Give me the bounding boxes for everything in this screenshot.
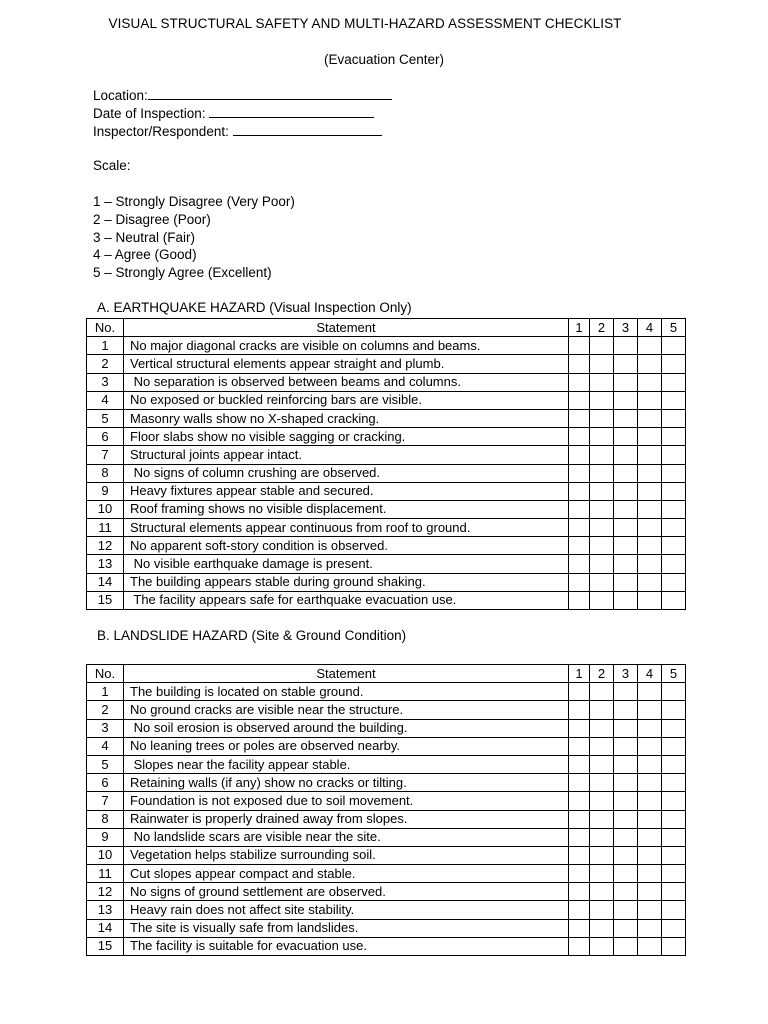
rating-cell-4[interactable] (638, 792, 662, 810)
location-label: Location: (93, 88, 148, 103)
row-statement: No ground cracks are visible near the structure. (124, 701, 569, 719)
rating-cell-2[interactable] (590, 865, 614, 883)
rating-cell-1[interactable] (569, 537, 590, 555)
rating-cell-2[interactable] (590, 591, 614, 609)
table-row (87, 719, 686, 737)
date-blank[interactable] (209, 105, 374, 118)
row-statement: No apparent soft-story condition is observed. (124, 537, 569, 555)
rating-cell-4[interactable] (638, 355, 662, 373)
rating-cell-5[interactable] (662, 719, 686, 737)
rating-cell-3[interactable] (614, 719, 638, 737)
rating-cell-5[interactable] (662, 919, 686, 937)
rating-cell-3[interactable] (614, 919, 638, 937)
header-rating-4: 4 (638, 319, 662, 337)
table-row (87, 573, 686, 591)
row-statement: No soil erosion is observed around the building. (124, 719, 569, 737)
rating-cell-1[interactable] (569, 391, 590, 409)
row-statement: Heavy rain does not affect site stability. (124, 901, 569, 919)
row-number: 4 (87, 391, 124, 409)
row-number: 9 (87, 828, 124, 846)
table-row (87, 737, 686, 755)
row-statement: Rainwater is properly drained away from slopes. (124, 810, 569, 828)
rating-cell-5[interactable] (662, 883, 686, 901)
rating-cell-4[interactable] (638, 846, 662, 864)
rating-cell-4[interactable] (638, 573, 662, 591)
table-row (87, 519, 686, 537)
table-row (87, 701, 686, 719)
table-row (87, 683, 686, 701)
rating-cell-3[interactable] (614, 500, 638, 518)
header-rating-5: 5 (662, 319, 686, 337)
rating-cell-2[interactable] (590, 573, 614, 591)
rating-cell-1[interactable] (569, 555, 590, 573)
table-header-row (87, 665, 686, 683)
rating-cell-2[interactable] (590, 391, 614, 409)
row-number: 15 (87, 591, 124, 609)
rating-cell-3[interactable] (614, 573, 638, 591)
row-statement: Heavy fixtures appear stable and secured. (124, 482, 569, 500)
inspector-label: Inspector/Respondent: (93, 124, 233, 139)
table-header-row (87, 319, 686, 337)
rating-cell-5[interactable] (662, 774, 686, 792)
rating-cell-3[interactable] (614, 901, 638, 919)
table-row (87, 865, 686, 883)
header-statement: Statement (124, 319, 569, 337)
rating-cell-5[interactable] (662, 500, 686, 518)
rating-cell-2[interactable] (590, 828, 614, 846)
row-statement: Structural elements appear continuous from roof to ground. (124, 519, 569, 537)
row-number: 3 (87, 719, 124, 737)
row-number: 13 (87, 901, 124, 919)
rating-cell-4[interactable] (638, 482, 662, 500)
rating-cell-4[interactable] (638, 464, 662, 482)
rating-cell-4[interactable] (638, 755, 662, 773)
row-number: 10 (87, 846, 124, 864)
rating-cell-1[interactable] (569, 919, 590, 937)
rating-cell-3[interactable] (614, 373, 638, 391)
row-statement: No visible earthquake damage is present. (124, 555, 569, 573)
scale-item: 3 – Neutral (Fair) (93, 229, 196, 245)
rating-cell-5[interactable] (662, 537, 686, 555)
rating-cell-1[interactable] (569, 464, 590, 482)
rating-cell-3[interactable] (614, 355, 638, 373)
rating-cell-1[interactable] (569, 755, 590, 773)
rating-cell-3[interactable] (614, 409, 638, 427)
rating-cell-2[interactable] (590, 355, 614, 373)
rating-cell-4[interactable] (638, 937, 662, 955)
scale-item: 4 – Agree (Good) (93, 247, 197, 263)
table-row (87, 810, 686, 828)
table-row (87, 373, 686, 391)
scale-label: Scale: (93, 158, 131, 173)
row-statement: No major diagonal cracks are visible on columns and beams. (124, 337, 569, 355)
rating-cell-4[interactable] (638, 391, 662, 409)
rating-cell-1[interactable] (569, 409, 590, 427)
rating-cell-3[interactable] (614, 428, 638, 446)
row-statement: Foundation is not exposed due to soil movement. (124, 792, 569, 810)
row-number: 8 (87, 464, 124, 482)
header-no: No. (87, 665, 124, 683)
table-row (87, 500, 686, 518)
table-row (87, 391, 686, 409)
table-row (87, 337, 686, 355)
table-row (87, 428, 686, 446)
rating-cell-5[interactable] (662, 409, 686, 427)
rating-cell-3[interactable] (614, 482, 638, 500)
rating-cell-3[interactable] (614, 555, 638, 573)
row-number: 14 (87, 919, 124, 937)
row-statement: No leaning trees or poles are observed nearby. (124, 737, 569, 755)
rating-cell-3[interactable] (614, 683, 638, 701)
inspector-field[interactable] (93, 123, 382, 139)
rating-cell-5[interactable] (662, 755, 686, 773)
rating-cell-3[interactable] (614, 865, 638, 883)
rating-cell-5[interactable] (662, 901, 686, 919)
rating-cell-5[interactable] (662, 355, 686, 373)
location-blank[interactable] (148, 87, 392, 100)
rating-cell-5[interactable] (662, 373, 686, 391)
table-row (87, 464, 686, 482)
rating-cell-2[interactable] (590, 883, 614, 901)
rating-cell-4[interactable] (638, 373, 662, 391)
table-row (87, 446, 686, 464)
table-row (87, 919, 686, 937)
header-rating-2: 2 (590, 665, 614, 683)
rating-cell-1[interactable] (569, 519, 590, 537)
row-statement: No landslide scars are visible near the site. (124, 828, 569, 846)
rating-cell-4[interactable] (638, 537, 662, 555)
row-number: 12 (87, 537, 124, 555)
row-number: 1 (87, 683, 124, 701)
rating-cell-5[interactable] (662, 846, 686, 864)
rating-cell-2[interactable] (590, 428, 614, 446)
rating-cell-2[interactable] (590, 482, 614, 500)
row-statement: Cut slopes appear compact and stable. (124, 865, 569, 883)
table-row (87, 591, 686, 609)
header-rating-2: 2 (590, 319, 614, 337)
row-number: 2 (87, 355, 124, 373)
rating-cell-5[interactable] (662, 591, 686, 609)
header-rating-1: 1 (569, 319, 590, 337)
scale-item: 5 – Strongly Agree (Excellent) (93, 265, 272, 281)
header-rating-3: 3 (614, 319, 638, 337)
rating-cell-4[interactable] (638, 828, 662, 846)
rating-cell-2[interactable] (590, 373, 614, 391)
rating-cell-5[interactable] (662, 391, 686, 409)
rating-cell-5[interactable] (662, 792, 686, 810)
rating-cell-4[interactable] (638, 774, 662, 792)
rating-cell-4[interactable] (638, 683, 662, 701)
rating-cell-2[interactable] (590, 937, 614, 955)
earthquake-checklist-table (86, 318, 686, 610)
rating-cell-1[interactable] (569, 901, 590, 919)
rating-cell-3[interactable] (614, 883, 638, 901)
date-field[interactable] (93, 105, 374, 121)
table-row (87, 937, 686, 955)
table-row (87, 883, 686, 901)
date-label: Date of Inspection: (93, 106, 210, 121)
rating-cell-4[interactable] (638, 409, 662, 427)
rating-cell-4[interactable] (638, 337, 662, 355)
rating-cell-1[interactable] (569, 828, 590, 846)
header-rating-3: 3 (614, 665, 638, 683)
row-statement: The facility is suitable for evacuation use. (124, 937, 569, 955)
rating-cell-1[interactable] (569, 373, 590, 391)
scale-item: 1 – Strongly Disagree (Very Poor) (93, 194, 295, 209)
rating-cell-3[interactable] (614, 792, 638, 810)
rating-cell-2[interactable] (590, 792, 614, 810)
rating-cell-1[interactable] (569, 355, 590, 373)
rating-cell-5[interactable] (662, 865, 686, 883)
rating-cell-2[interactable] (590, 519, 614, 537)
rating-cell-5[interactable] (662, 555, 686, 573)
row-number: 7 (87, 446, 124, 464)
row-number: 12 (87, 883, 124, 901)
rating-cell-3[interactable] (614, 810, 638, 828)
scale-item: 2 – Disagree (Poor) (93, 211, 211, 227)
table-row (87, 774, 686, 792)
header-rating-4: 4 (638, 665, 662, 683)
rating-cell-1[interactable] (569, 500, 590, 518)
rating-cell-4[interactable] (638, 428, 662, 446)
row-statement: Slopes near the facility appear stable. (124, 755, 569, 773)
row-number: 13 (87, 555, 124, 573)
row-statement: Roof framing shows no visible displacement. (124, 500, 569, 518)
header-rating-1: 1 (569, 665, 590, 683)
rating-cell-2[interactable] (590, 774, 614, 792)
rating-cell-2[interactable] (590, 500, 614, 518)
rating-cell-2[interactable] (590, 683, 614, 701)
section-title-landslide: B. LANDSLIDE HAZARD (Site & Ground Condition) (97, 628, 407, 643)
row-number: 8 (87, 810, 124, 828)
scale-list (93, 193, 295, 282)
rating-cell-4[interactable] (638, 446, 662, 464)
rating-cell-2[interactable] (590, 901, 614, 919)
rating-cell-5[interactable] (662, 828, 686, 846)
row-statement: No signs of column crushing are observed. (124, 464, 569, 482)
rating-cell-2[interactable] (590, 555, 614, 573)
row-number: 7 (87, 792, 124, 810)
rating-cell-2[interactable] (590, 446, 614, 464)
rating-cell-1[interactable] (569, 937, 590, 955)
rating-cell-4[interactable] (638, 883, 662, 901)
rating-cell-3[interactable] (614, 591, 638, 609)
row-statement: Floor slabs show no visible sagging or cracking. (124, 428, 569, 446)
row-statement: No exposed or buckled reinforcing bars are visible. (124, 391, 569, 409)
row-number: 15 (87, 937, 124, 955)
inspector-blank[interactable] (233, 123, 382, 136)
rating-cell-2[interactable] (590, 846, 614, 864)
rating-cell-2[interactable] (590, 464, 614, 482)
table-row (87, 482, 686, 500)
rating-cell-4[interactable] (638, 500, 662, 518)
rating-cell-3[interactable] (614, 537, 638, 555)
rating-cell-5[interactable] (662, 737, 686, 755)
rating-cell-2[interactable] (590, 737, 614, 755)
rating-cell-4[interactable] (638, 591, 662, 609)
row-number: 11 (87, 519, 124, 537)
rating-cell-4[interactable] (638, 901, 662, 919)
rating-cell-1[interactable] (569, 737, 590, 755)
row-number: 9 (87, 482, 124, 500)
row-statement: The site is visually safe from landslides. (124, 919, 569, 937)
rating-cell-1[interactable] (569, 446, 590, 464)
rating-cell-1[interactable] (569, 865, 590, 883)
rating-cell-5[interactable] (662, 683, 686, 701)
row-number: 14 (87, 573, 124, 591)
rating-cell-4[interactable] (638, 519, 662, 537)
rating-cell-1[interactable] (569, 792, 590, 810)
document-title: VISUAL STRUCTURAL SAFETY AND MULTI-HAZARD ASSESSMENT CHECKLIST (108, 16, 622, 31)
header-statement: Statement (124, 665, 569, 683)
row-statement: Vertical structural elements appear straight and plumb. (124, 355, 569, 373)
row-number: 3 (87, 373, 124, 391)
row-number: 11 (87, 865, 124, 883)
rating-cell-4[interactable] (638, 737, 662, 755)
row-statement: Retaining walls (if any) show no cracks or tilting. (124, 774, 569, 792)
rating-cell-4[interactable] (638, 719, 662, 737)
rating-cell-5[interactable] (662, 446, 686, 464)
rating-cell-5[interactable] (662, 937, 686, 955)
rating-cell-1[interactable] (569, 774, 590, 792)
rating-cell-4[interactable] (638, 810, 662, 828)
rating-cell-2[interactable] (590, 810, 614, 828)
rating-cell-2[interactable] (590, 701, 614, 719)
header-rating-5: 5 (662, 665, 686, 683)
rating-cell-5[interactable] (662, 701, 686, 719)
rating-cell-3[interactable] (614, 828, 638, 846)
rating-cell-1[interactable] (569, 482, 590, 500)
table-row (87, 409, 686, 427)
rating-cell-4[interactable] (638, 919, 662, 937)
row-number: 10 (87, 500, 124, 518)
row-number: 2 (87, 701, 124, 719)
row-number: 4 (87, 737, 124, 755)
rating-cell-5[interactable] (662, 573, 686, 591)
rating-cell-2[interactable] (590, 337, 614, 355)
rating-cell-3[interactable] (614, 737, 638, 755)
rating-cell-2[interactable] (590, 409, 614, 427)
rating-cell-1[interactable] (569, 428, 590, 446)
row-statement: No signs of ground settlement are observed. (124, 883, 569, 901)
row-statement: The building is located on stable ground. (124, 683, 569, 701)
rating-cell-3[interactable] (614, 446, 638, 464)
rating-cell-5[interactable] (662, 464, 686, 482)
location-field[interactable] (93, 87, 392, 103)
rating-cell-3[interactable] (614, 937, 638, 955)
rating-cell-1[interactable] (569, 810, 590, 828)
row-statement: No separation is observed between beams and columns. (124, 373, 569, 391)
table-row (87, 755, 686, 773)
row-statement: Structural joints appear intact. (124, 446, 569, 464)
rating-cell-3[interactable] (614, 519, 638, 537)
header-no: No. (87, 319, 124, 337)
row-statement: Masonry walls show no X-shaped cracking. (124, 409, 569, 427)
row-number: 5 (87, 755, 124, 773)
row-number: 6 (87, 774, 124, 792)
table-row (87, 555, 686, 573)
row-statement: Vegetation helps stabilize surrounding soil. (124, 846, 569, 864)
rating-cell-5[interactable] (662, 482, 686, 500)
rating-cell-2[interactable] (590, 719, 614, 737)
rating-cell-1[interactable] (569, 719, 590, 737)
table-row (87, 846, 686, 864)
table-row (87, 537, 686, 555)
rating-cell-5[interactable] (662, 519, 686, 537)
row-statement: The facility appears safe for earthquake evacuation use. (124, 591, 569, 609)
rating-cell-3[interactable] (614, 701, 638, 719)
rating-cell-4[interactable] (638, 865, 662, 883)
table-row (87, 828, 686, 846)
rating-cell-1[interactable] (569, 683, 590, 701)
rating-cell-3[interactable] (614, 774, 638, 792)
table-row (87, 792, 686, 810)
rating-cell-3[interactable] (614, 391, 638, 409)
document-subtitle: (Evacuation Center) (323, 52, 445, 67)
rating-cell-1[interactable] (569, 337, 590, 355)
rating-cell-3[interactable] (614, 337, 638, 355)
rating-cell-5[interactable] (662, 337, 686, 355)
rating-cell-3[interactable] (614, 846, 638, 864)
rating-cell-2[interactable] (590, 755, 614, 773)
row-statement: The building appears stable during ground shaking. (124, 573, 569, 591)
table-row (87, 901, 686, 919)
rating-cell-1[interactable] (569, 846, 590, 864)
rating-cell-1[interactable] (569, 573, 590, 591)
rating-cell-4[interactable] (638, 701, 662, 719)
rating-cell-1[interactable] (569, 701, 590, 719)
rating-cell-1[interactable] (569, 591, 590, 609)
rating-cell-5[interactable] (662, 428, 686, 446)
row-number: 6 (87, 428, 124, 446)
rating-cell-4[interactable] (638, 555, 662, 573)
rating-cell-3[interactable] (614, 755, 638, 773)
section-title-earthquake: A. EARTHQUAKE HAZARD (Visual Inspection Only) (97, 300, 412, 315)
rating-cell-2[interactable] (590, 537, 614, 555)
rating-cell-3[interactable] (614, 464, 638, 482)
table-row (87, 355, 686, 373)
rating-cell-5[interactable] (662, 810, 686, 828)
landslide-checklist-table (86, 664, 686, 956)
row-number: 5 (87, 409, 124, 427)
rating-cell-1[interactable] (569, 883, 590, 901)
rating-cell-2[interactable] (590, 919, 614, 937)
row-number: 1 (87, 337, 124, 355)
